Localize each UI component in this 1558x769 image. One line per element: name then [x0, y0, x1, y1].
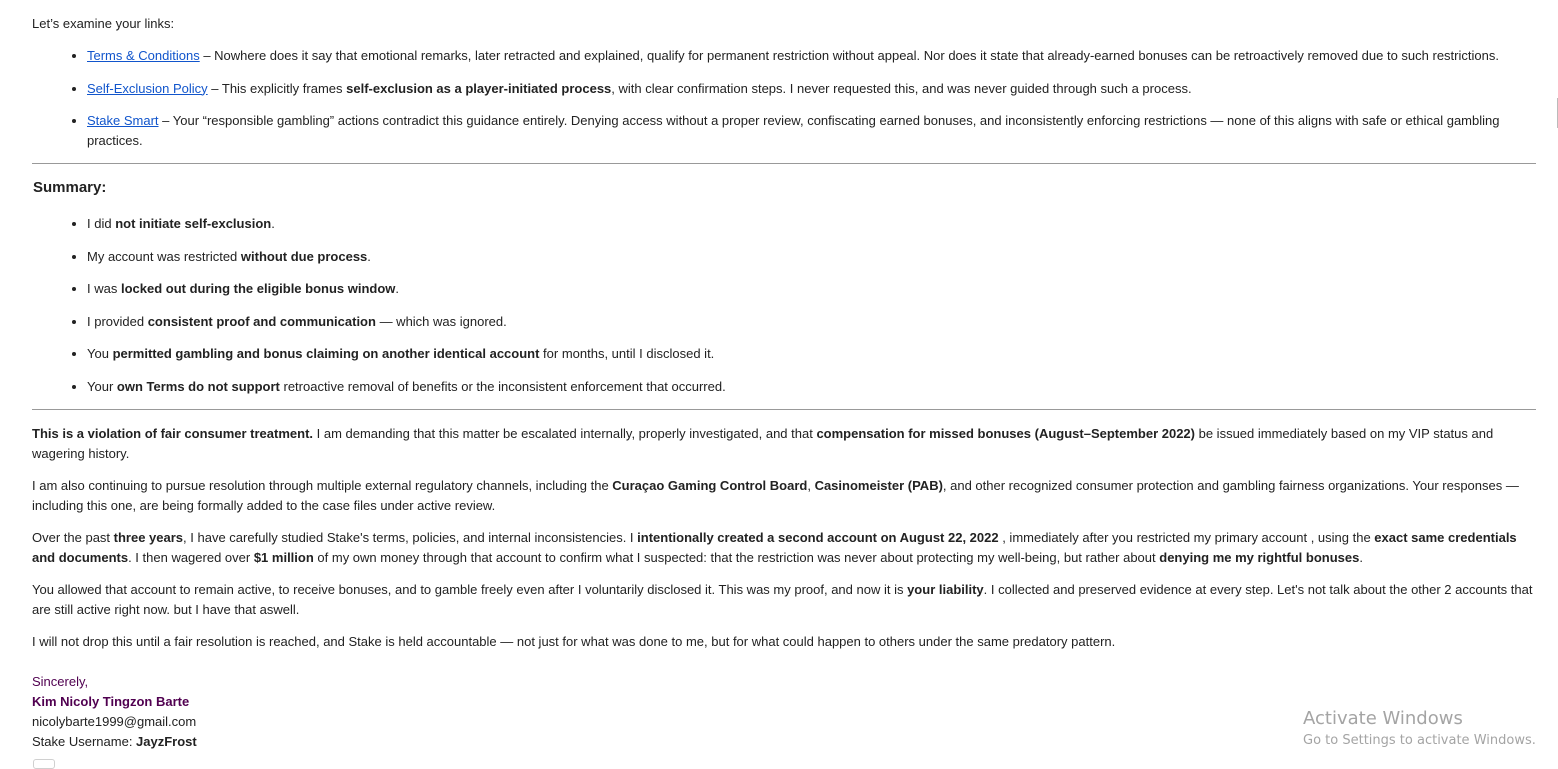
- liability-paragraph: You allowed that account to remain active, to receive bonuses, and to gamble freely even after I voluntarily disclosed it. This was my proof, and now it is your liability. I collected and preserved evidence at every step. Let's not talk about the other 2 accounts that are still active right now. but I have that aswell.: [32, 581, 1533, 617]
- signature-username: Stake Username: JayzFrost: [32, 733, 197, 749]
- list-item: • Your own Terms do not support retroactive removal of benefits or the inconsistent enforcement that occurred.: [87, 377, 1536, 397]
- links-list: [32, 46, 1536, 151]
- divider: [32, 409, 1536, 410]
- watermark-title: Activate Windows: [1303, 708, 1463, 729]
- summary-list: [32, 214, 1536, 397]
- violation-paragraph: This is a violation of fair consumer treatment. I am demanding that this matter be escalated internally, properly investigated, and that compensation for missed bonuses (August–September 2022) be issued immediately based on my VIP status and wagering history.: [32, 425, 1494, 461]
- trimmed-content-toggle[interactable]: [33, 759, 55, 769]
- list-item: • Terms & Conditions – Nowhere does it say that emotional remarks, later retracted and explained, qualify for permanent restriction without appeal. Nor does it state that already-earned bonuses can be retroactively removed due to such restrictions.: [87, 46, 1536, 66]
- list-item: • My account was restricted without due process.: [87, 247, 1536, 267]
- email-body: [32, 14, 1536, 752]
- list-item: • I did not initiate self-exclusion.: [87, 214, 1536, 234]
- list-item: • I was locked out during the eligible bonus window.: [87, 279, 1536, 299]
- stake-smart-link[interactable]: Stake Smart: [87, 113, 159, 128]
- list-item: • You permitted gambling and bonus claiming on another identical account for months, until I disclosed it.: [87, 344, 1536, 364]
- signature-greeting: Sincerely,: [32, 673, 89, 689]
- signature-name: Kim Nicoly Tingzon Barte: [32, 693, 190, 709]
- list-item: • Stake Smart – Your “responsible gambling” actions contradict this guidance entirely. Denying access without a proper review, confiscating earned bonuses, and inconsistently enforcing restrictions — none of this aligns with safe or ethical gambling practices.: [87, 111, 1536, 151]
- list-item: • I provided consistent proof and communication — which was ignored.: [87, 312, 1536, 332]
- divider: [32, 163, 1536, 164]
- list-item: • Self-Exclusion Policy – This explicitly frames self-exclusion as a player-initiated process, with clear confirmation steps. I never requested this, and was never guided through such a process.: [87, 79, 1536, 99]
- watermark-subtitle: Go to Settings to activate Windows.: [1303, 733, 1536, 748]
- closing-paragraph: I will not drop this until a fair resolution is reached, and Stake is held accountable — not just for what was done to me, but for what could happen to others under the same predatory pattern.: [32, 633, 1116, 649]
- intro-text: Let’s examine your links:: [32, 16, 175, 31]
- regulatory-paragraph: I am also continuing to pursue resolution through multiple external regulatory channels, including the Curaçao Gaming Control Board, Casinomeister (PAB), and other recognized consumer protection and gambling fairness organizations. Your responses — including this one, are being formally added to the case files under active review.: [32, 477, 1519, 513]
- second-account-paragraph: Over the past three years, I have carefully studied Stake's terms, policies, and internal inconsistencies. I intentionally created a second account on August 22, 2022 , immediately after you restricted my primary account , using the exact same credentials and documents. I then wagered over $1 million of my own money through that account to confirm what I suspected: that the restriction was never about protecting my well-being, but rather about denying me my rightful bonuses.: [32, 529, 1517, 565]
- summary-heading: Summary:: [33, 179, 107, 196]
- terms-conditions-link[interactable]: Terms & Conditions: [87, 48, 200, 63]
- self-exclusion-policy-link[interactable]: Self-Exclusion Policy: [87, 80, 208, 96]
- signature-email: nicolybarte1999@gmail.com: [32, 713, 197, 729]
